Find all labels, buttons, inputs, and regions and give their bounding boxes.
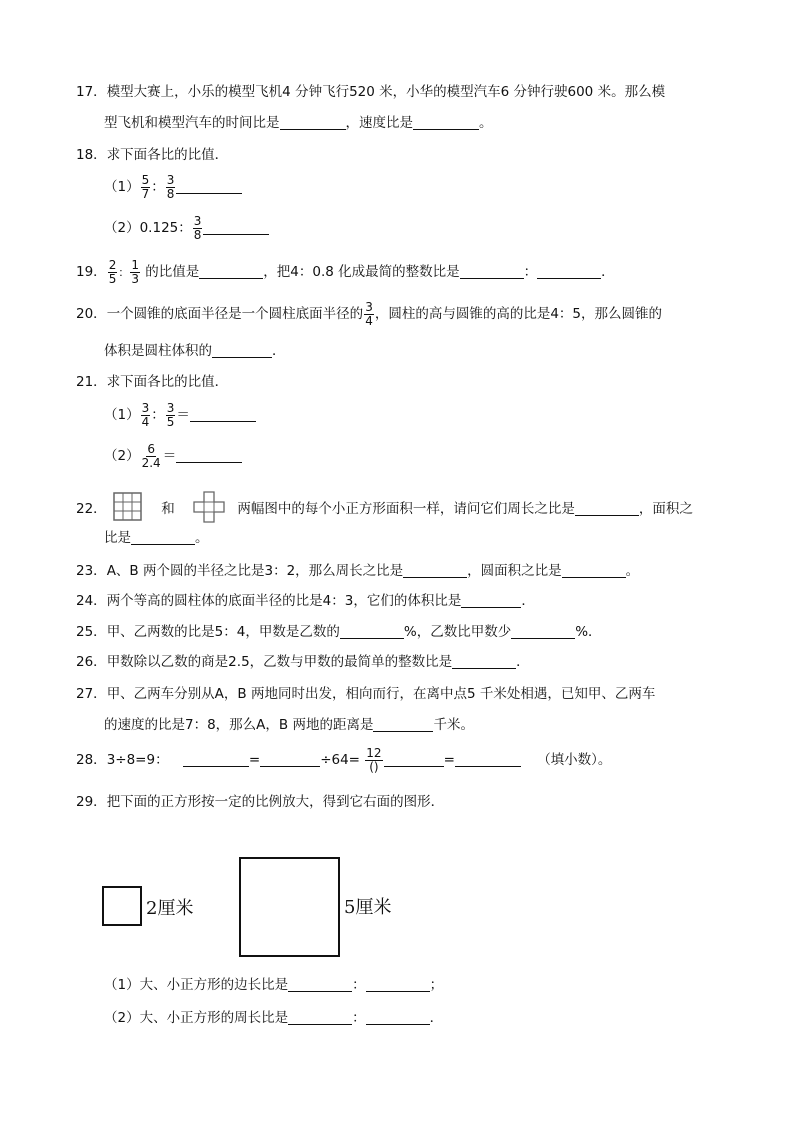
question-number: 23．	[76, 563, 107, 579]
answer-blank[interactable]	[183, 752, 249, 767]
fraction: $\frac{6}{2.4}$	[141, 441, 161, 470]
large-square	[239, 857, 340, 957]
question-29-title: 29．把下面的正方形按一定的比例放大，得到它右面的图形．	[76, 794, 445, 810]
question-26: 26．甲数除以乙数的商是2.5，乙数与甲数的最简单的整数比是 ．	[76, 654, 530, 670]
question-27-line1: 27．甲、乙两车分别从A，B 两地同时出发，相向而行，在离中点5 千米处相遇，已知甲、乙两车	[76, 686, 656, 702]
answer-blank[interactable]	[366, 977, 430, 992]
small-square-label: 2厘米	[146, 898, 194, 919]
answer-blank[interactable]	[131, 530, 195, 545]
question-number: 20．	[76, 306, 107, 322]
question-number: 17．	[76, 84, 107, 100]
answer-blank[interactable]	[340, 624, 404, 639]
question-23: 23．A、B 两个圆的半径之比是3：2，那么周长之比是 ，圆面积之比是 。	[76, 563, 640, 579]
answer-blank[interactable]	[190, 407, 256, 422]
small-square	[102, 886, 142, 926]
answer-blank[interactable]	[199, 264, 263, 279]
fraction: $\frac{12}{()}$	[366, 745, 382, 774]
question-28: 28．3÷8=9： = ÷64= $\frac{12}{()}$ = （填小数）。	[76, 745, 612, 774]
fraction: $\frac{3}{4}$	[365, 299, 373, 328]
answer-blank[interactable]	[455, 752, 521, 767]
answer-blank[interactable]	[366, 1010, 430, 1025]
answer-blank[interactable]	[280, 115, 346, 130]
question-number: 27．	[76, 686, 107, 702]
question-21-title: 21．求下面各比的比值．	[76, 374, 229, 390]
fraction: $\frac{5}{7}$	[141, 172, 150, 201]
question-29-part2: （2）大、小正方形的周长比是 ： ．	[104, 1010, 444, 1026]
answer-blank[interactable]	[260, 752, 320, 767]
question-21-part2: （2） $\frac{6}{2.4}$ ＝	[104, 442, 242, 470]
question-number: 18．	[76, 147, 107, 163]
answer-blank[interactable]	[562, 563, 626, 578]
answer-blank[interactable]	[203, 220, 269, 235]
answer-blank[interactable]	[212, 343, 272, 358]
fraction: $\frac{3}{5}$	[166, 400, 175, 429]
fraction: $\frac{2}{5}$	[108, 257, 117, 286]
question-18-part2: （2）0.125： $\frac{3}{8}$	[104, 214, 269, 242]
question-18-title: 18．求下面各比的比值．	[76, 147, 229, 163]
fraction: $\frac{3}{8}$	[193, 213, 202, 242]
large-square-label: 5厘米	[344, 897, 392, 918]
question-20-line1: 20．一个圆锥的底面半径是一个圆柱底面半径的 $\frac{3}{4}$ ，圆柱的高与圆锥的高的比是4：5，那么圆锥的	[76, 299, 663, 328]
answer-blank[interactable]	[575, 501, 639, 516]
question-18-part1: （1） $\frac{5}{7}$ ： $\frac{3}{8}$	[104, 173, 242, 201]
answer-blank[interactable]	[403, 563, 467, 578]
fraction: $\frac{1}{3}$	[131, 257, 139, 286]
answer-blank[interactable]	[511, 624, 575, 639]
question-24: 24．两个等高的圆柱体的底面半径的比是4：3，它们的体积比是 ．	[76, 593, 535, 609]
question-number: 24．	[76, 593, 107, 609]
question-21-part1: （1） $\frac{3}{4}$ ： $\frac{3}{5}$ ＝	[104, 401, 256, 429]
answer-blank[interactable]	[461, 593, 521, 608]
question-27-line2: 的速度的比是7：8，那么A，B 两地的距离是 千米。	[104, 717, 474, 733]
question-29-part1: （1）大、小正方形的边长比是 ： ；	[104, 977, 444, 993]
question-number: 25．	[76, 624, 107, 640]
answer-blank[interactable]	[288, 1010, 352, 1025]
answer-blank[interactable]	[384, 752, 444, 767]
answer-blank[interactable]	[413, 115, 479, 130]
question-19: 19． $\frac{2}{5}$ ： $\frac{1}{3}$ 的比值是 ，把4：0.8 化成最简的整数比是 ： ．	[76, 257, 615, 286]
answer-blank[interactable]	[460, 264, 524, 279]
answer-blank[interactable]	[373, 717, 433, 732]
question-number: 21．	[76, 374, 107, 390]
answer-blank[interactable]	[452, 654, 516, 669]
question-number: 29．	[76, 794, 107, 810]
answer-blank[interactable]	[176, 448, 242, 463]
fraction: $\frac{3}{4}$	[141, 400, 150, 429]
grid-3x3-figure	[113, 492, 143, 522]
answer-blank[interactable]	[288, 977, 352, 992]
question-22-line2: 比是 。	[104, 530, 209, 546]
answer-blank[interactable]	[176, 179, 242, 194]
answer-blank[interactable]	[537, 264, 601, 279]
question-25: 25．甲、乙两数的比是5：4，甲数是乙数的 %，乙数比甲数少 %．	[76, 624, 602, 640]
question-number: 28．	[76, 752, 107, 768]
cross-shape-figure	[193, 491, 225, 523]
question-22-line1: 22． 和 两幅图中的每个小正方形面积一样，请问它们周长之比是 ，面积之	[76, 491, 693, 523]
question-20-line2: 体积是圆柱体积的 ．	[104, 343, 286, 359]
question-17-line1: 17．模型大赛上，小乐的模型飞机4 分钟飞行520 米，小华的模型汽车6 分钟行驶600 米。那么模	[76, 84, 666, 100]
fraction: $\frac{3}{8}$	[166, 172, 175, 201]
question-17-line2: 型飞机和模型汽车的时间比是 ，速度比是 。	[104, 115, 493, 131]
question-number: 19．	[76, 264, 107, 280]
question-number: 22．	[76, 501, 107, 517]
question-number: 26．	[76, 654, 107, 670]
